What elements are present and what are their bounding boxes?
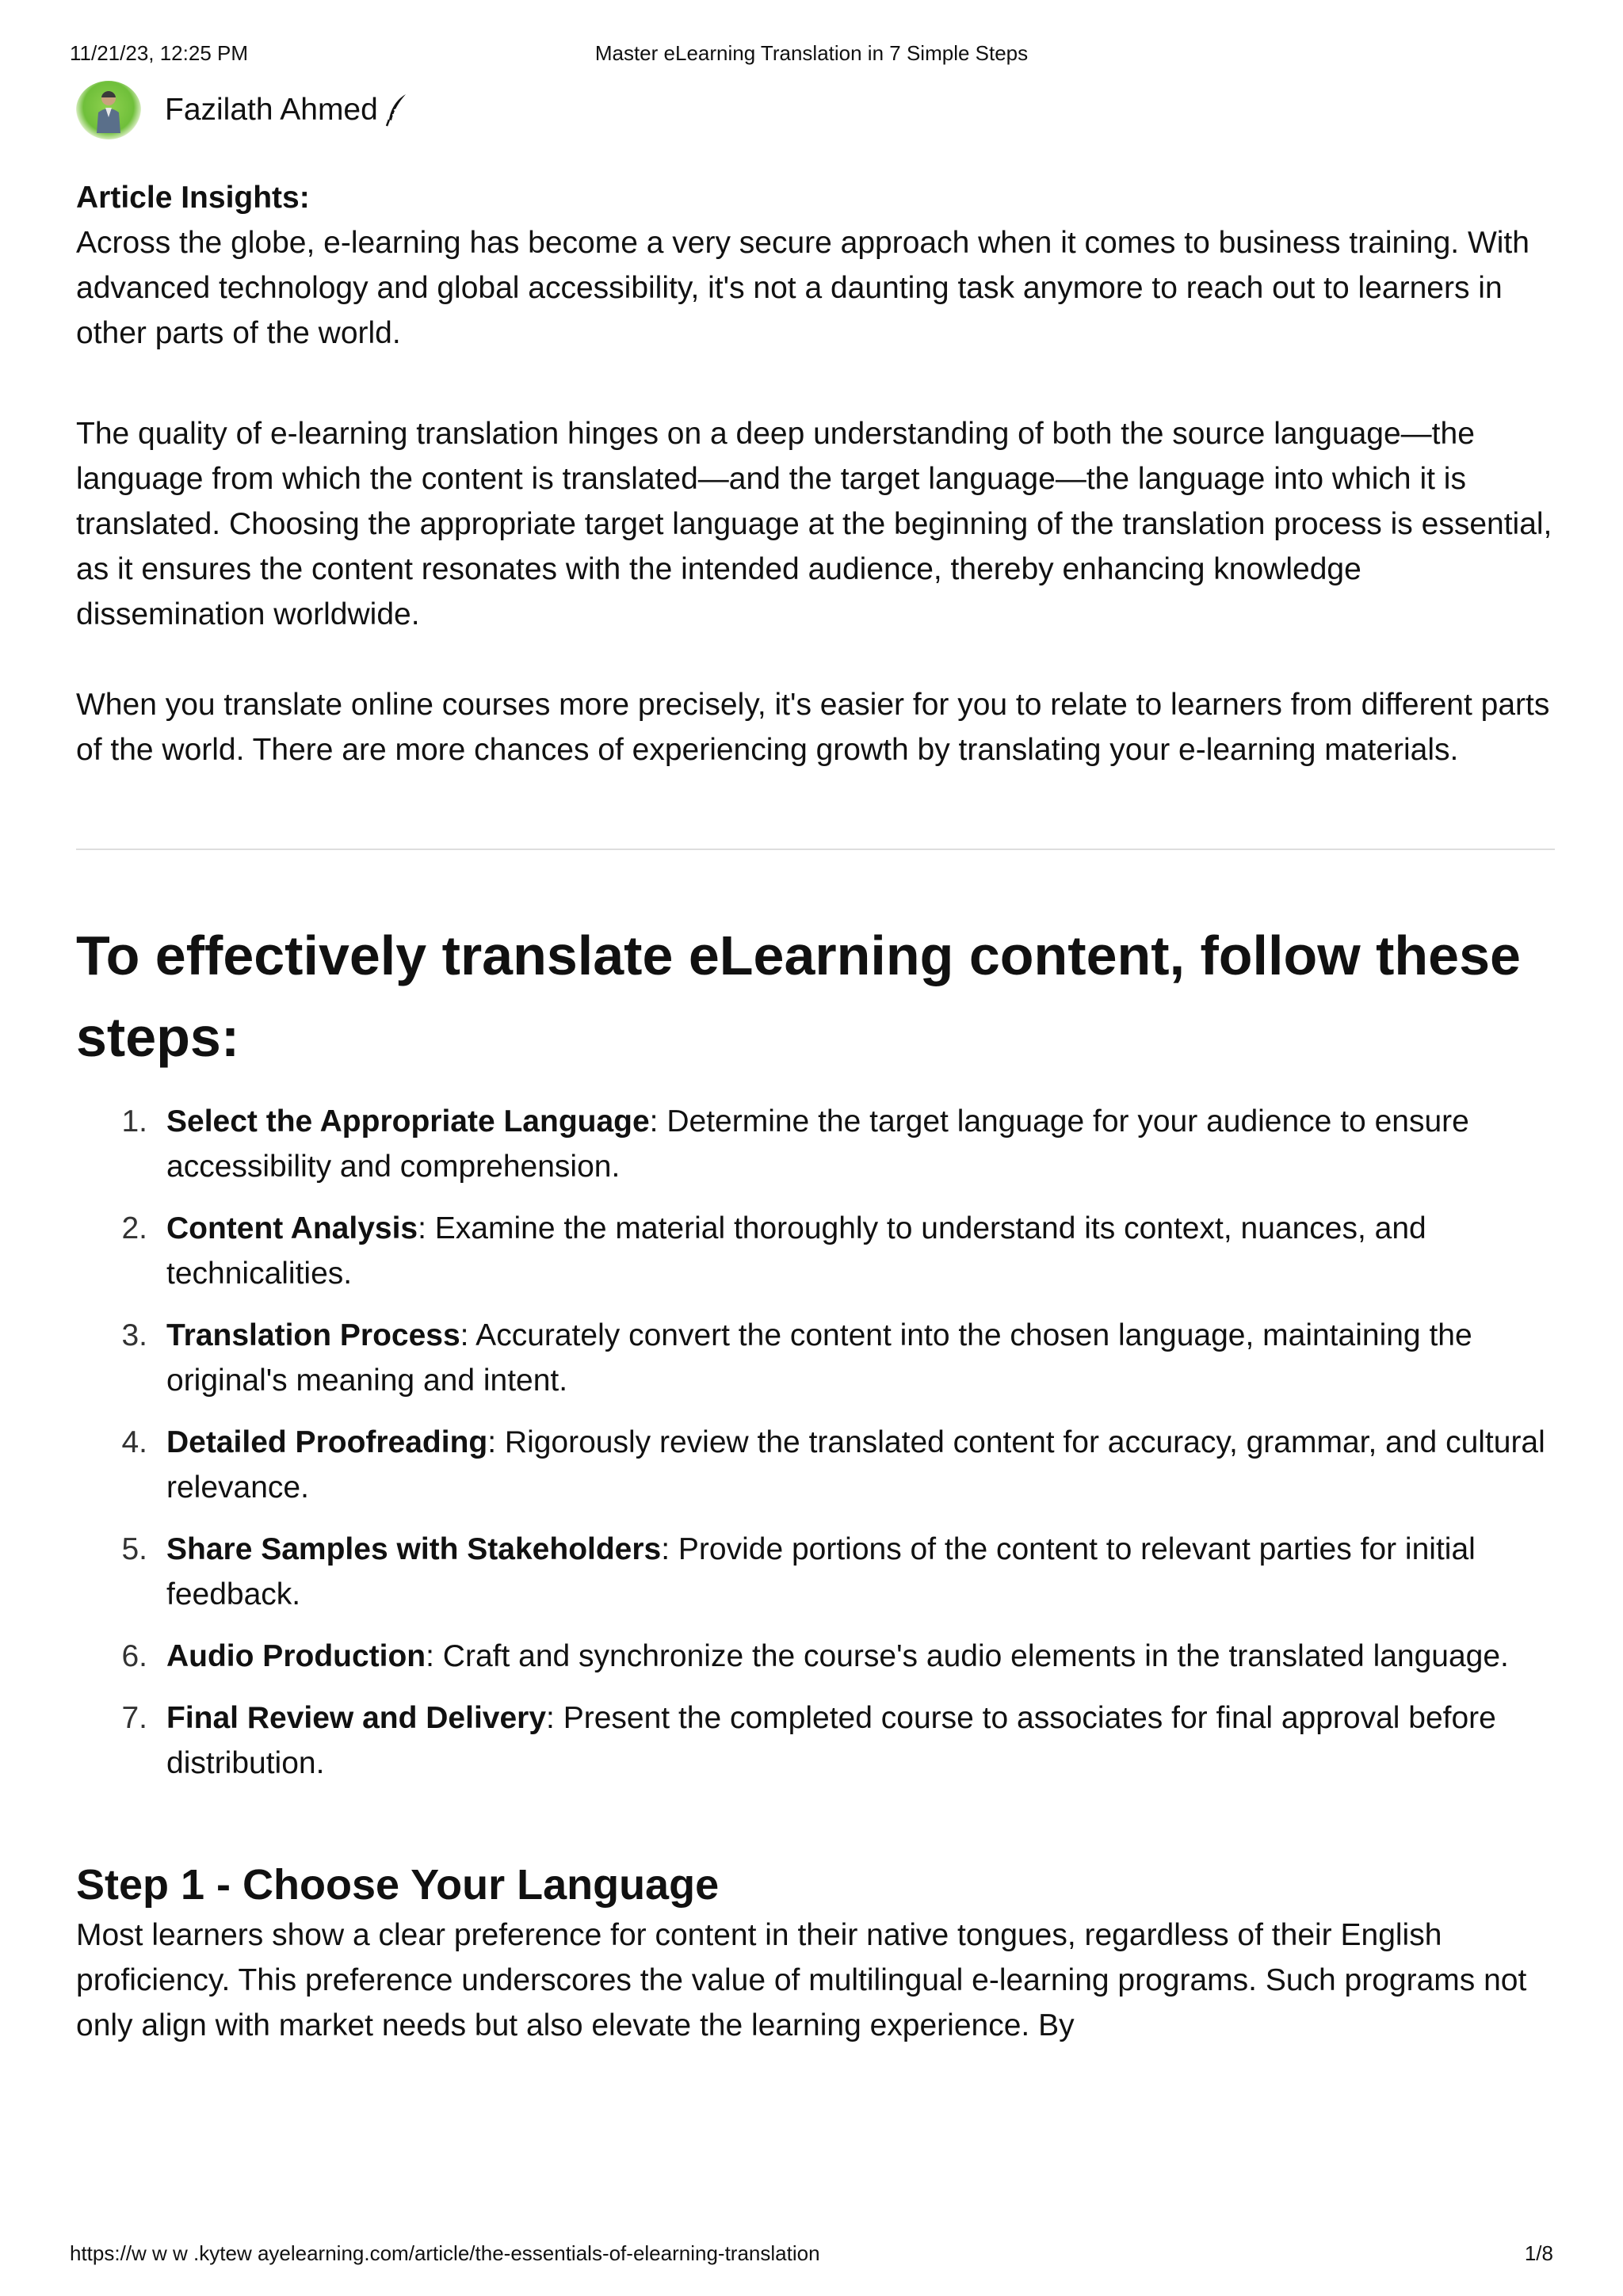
step-title: Select the Appropriate Language [166, 1104, 650, 1138]
step-description: : Provide portions of the content to relevant parties for initial feedback. [166, 1532, 1476, 1611]
list-item [76, 1099, 1555, 1189]
print-header [70, 41, 1553, 67]
person-icon [95, 89, 122, 133]
step-description: : Rigorously review the translated content for accuracy, grammar, and cultural relevance. [166, 1425, 1545, 1505]
step-description: : Accurately convert the content into the chosen language, maintaining the original's meaning and intent. [166, 1318, 1472, 1398]
intro-paragraph-3: When you translate online courses more precisely, it's easier for you to relate to learners from different parts of the world. There are more chances of experiencing growth by translating your e-learning materials. [76, 688, 1550, 767]
article-body [76, 176, 1555, 2048]
step-title: Translation Process [166, 1318, 460, 1352]
step-title: Detailed Proofreading [166, 1425, 488, 1459]
intro-paragraph-1: Across the globe, e-learning has become a very secure approach when it comes to business training. With advanced technology and global accessibility, it's not a daunting task anymore to reach out to learners in other parts of the world. [76, 226, 1529, 350]
page-number: 1/8 [1524, 2241, 1553, 2265]
step-description: : Examine the material thoroughly to understand its context, nuances, and technicalities. [166, 1211, 1426, 1291]
list-item [76, 1206, 1555, 1296]
step-title: Content Analysis [166, 1211, 418, 1245]
list-item [76, 1634, 1555, 1679]
print-page-title: Master eLearning Translation in 7 Simple Steps [594, 41, 1029, 65]
author-byline [76, 81, 408, 139]
step-title: Final Review and Delivery [166, 1701, 547, 1735]
list-item [76, 1313, 1555, 1403]
step1-paragraph: Most learners show a clear preference for content in their native tongues, regardless of their English proficiency. This preference underscores the value of multilingual e-learning programs. Such programs not only align with market needs but also elevate the learning experience. By [76, 1918, 1527, 2042]
step-number: 4. [121, 1425, 147, 1459]
list-item [76, 1527, 1555, 1617]
list-item [76, 1695, 1555, 1786]
steps-list [76, 1099, 1555, 1786]
step-description: : Craft and synchronize the course's audio elements in the translated language. [426, 1639, 1509, 1673]
step-title: Share Samples with Stakeholders [166, 1532, 662, 1566]
step-description: : Determine the target language for your audience to ensure accessibility and comprehension. [166, 1104, 1469, 1184]
print-timestamp: 11/21/23, 12:25 PM [70, 41, 249, 65]
step1-heading: Step 1 - Choose Your Language [76, 1861, 720, 1909]
avatar[interactable] [76, 81, 141, 139]
section-divider [76, 849, 1555, 850]
page-url[interactable]: https://w w w .kytew ayelearning.com/article/the-essentials-of-elearning-translation [70, 2241, 820, 2265]
step-number: 5. [121, 1532, 147, 1566]
step-number: 1. [121, 1104, 147, 1138]
step-title: Audio Production [166, 1639, 426, 1673]
intro-paragraph-2: The quality of e-learning translation hinges on a deep understanding of both the source language—the language from which the content is translated—and the target language—the language into which it is translated. Choosing the appropriate target language at the beginning of the translation process is essential, as it ensures the content resonates with the intended audience, thereby enhancing knowledge dissemination worldwide. [76, 417, 1552, 631]
step-number: 2. [121, 1211, 147, 1245]
step-description: : Present the completed course to associates for final approval before distribution. [166, 1701, 1496, 1780]
main-heading: To effectively translate eLearning content, follow these steps: [76, 925, 1521, 1068]
step-number: 6. [121, 1639, 147, 1673]
insights-heading: Article Insights: [76, 181, 310, 215]
quill-icon [384, 93, 408, 128]
step-number: 7. [121, 1701, 147, 1735]
list-item [76, 1420, 1555, 1510]
author-name[interactable]: Fazilath Ahmed [165, 93, 378, 127]
step-number: 3. [121, 1318, 147, 1352]
